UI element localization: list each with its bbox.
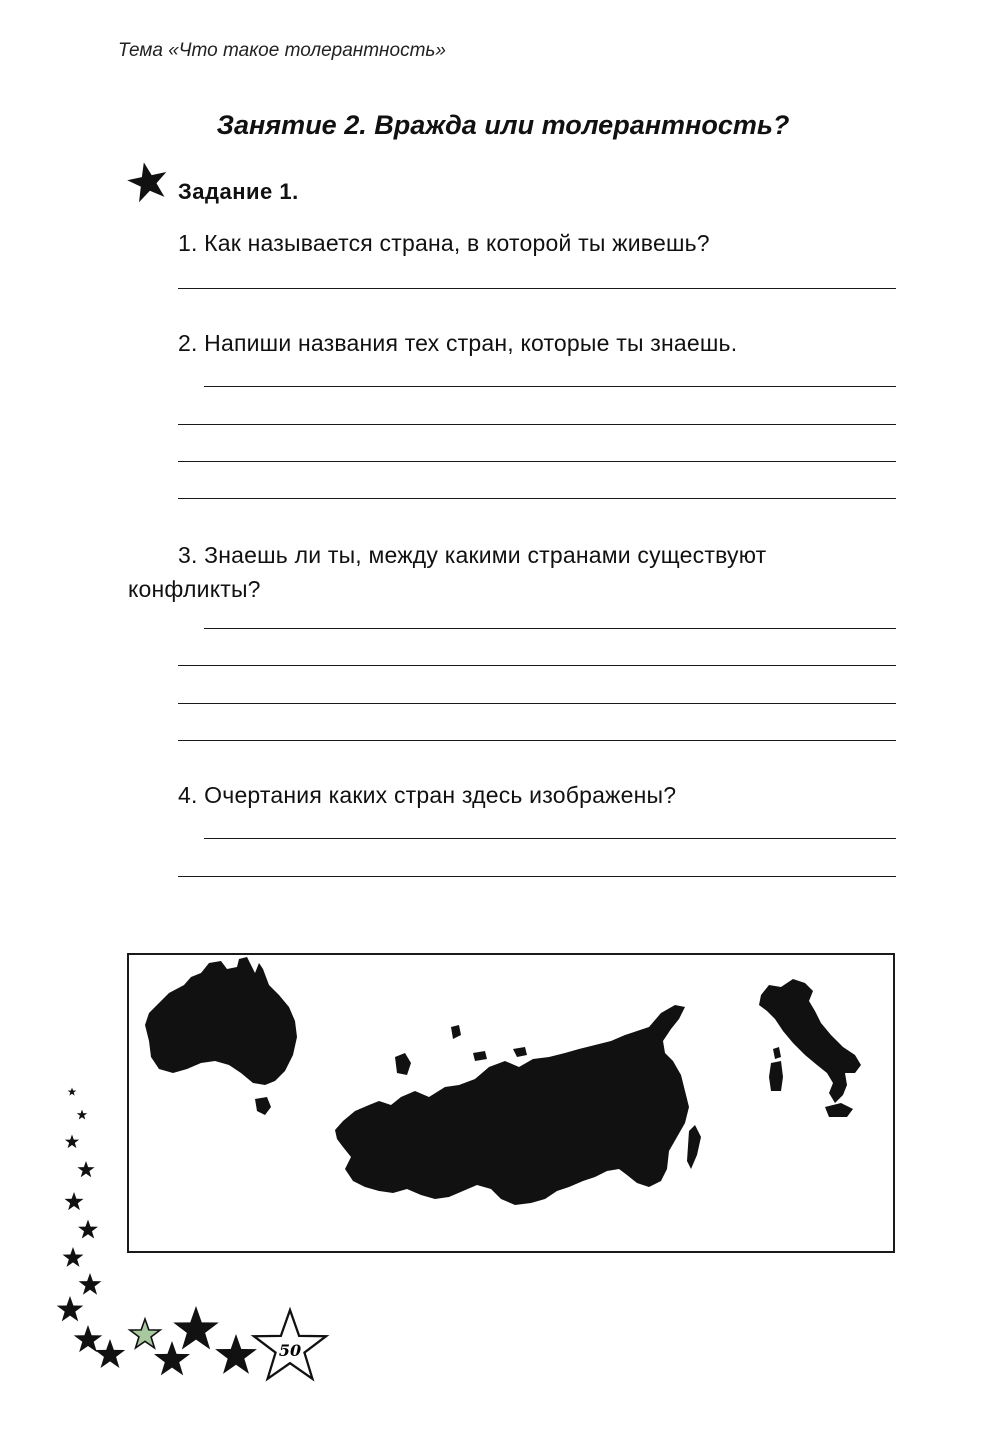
answer-line[interactable] (178, 665, 896, 666)
star-icon (173, 1306, 219, 1349)
star-icon (68, 1088, 77, 1096)
decorative-stars (0, 1060, 340, 1400)
star-icon (65, 1135, 79, 1149)
italy-silhouette (759, 979, 861, 1117)
star-icon (95, 1339, 125, 1368)
question-2: 2. Напиши названия тех стран, которые ты знаешь. (178, 330, 738, 356)
star-icon (79, 1273, 102, 1295)
russia-silhouette (335, 1005, 701, 1205)
star-icon (126, 160, 170, 204)
lesson-title: Занятие 2. Вражда или толерантность? (216, 110, 790, 140)
answer-line[interactable] (178, 461, 896, 462)
answer-line[interactable] (178, 876, 896, 877)
question-4: 4. Очертания каких стран здесь изображены? (178, 782, 677, 808)
answer-line[interactable] (178, 703, 896, 704)
answer-line[interactable] (178, 740, 896, 741)
answer-line[interactable] (204, 838, 896, 839)
star-icon (63, 1247, 84, 1267)
answer-line[interactable] (204, 386, 896, 387)
answer-line[interactable] (178, 288, 896, 289)
star-icon (215, 1334, 257, 1374)
task-label: Задание 1. (178, 179, 299, 204)
star-icon (77, 1161, 94, 1177)
star-icon (77, 1110, 87, 1120)
page-number: 50 (278, 1341, 302, 1360)
page-header-topic: Тема «Что такое толерантность» (118, 40, 446, 61)
star-icon (130, 1319, 160, 1348)
question-1: 1. Как называется страна, в которой ты живешь? (178, 230, 710, 256)
star-icon (78, 1220, 98, 1239)
star-icon (65, 1192, 84, 1210)
star-icon (74, 1325, 103, 1352)
answer-line[interactable] (204, 628, 896, 629)
answer-line[interactable] (178, 498, 896, 499)
star-icon (57, 1296, 84, 1321)
answer-line[interactable] (178, 424, 896, 425)
question-3: 3. Знаешь ли ты, между какими странами существуют конфликты? (128, 542, 767, 602)
